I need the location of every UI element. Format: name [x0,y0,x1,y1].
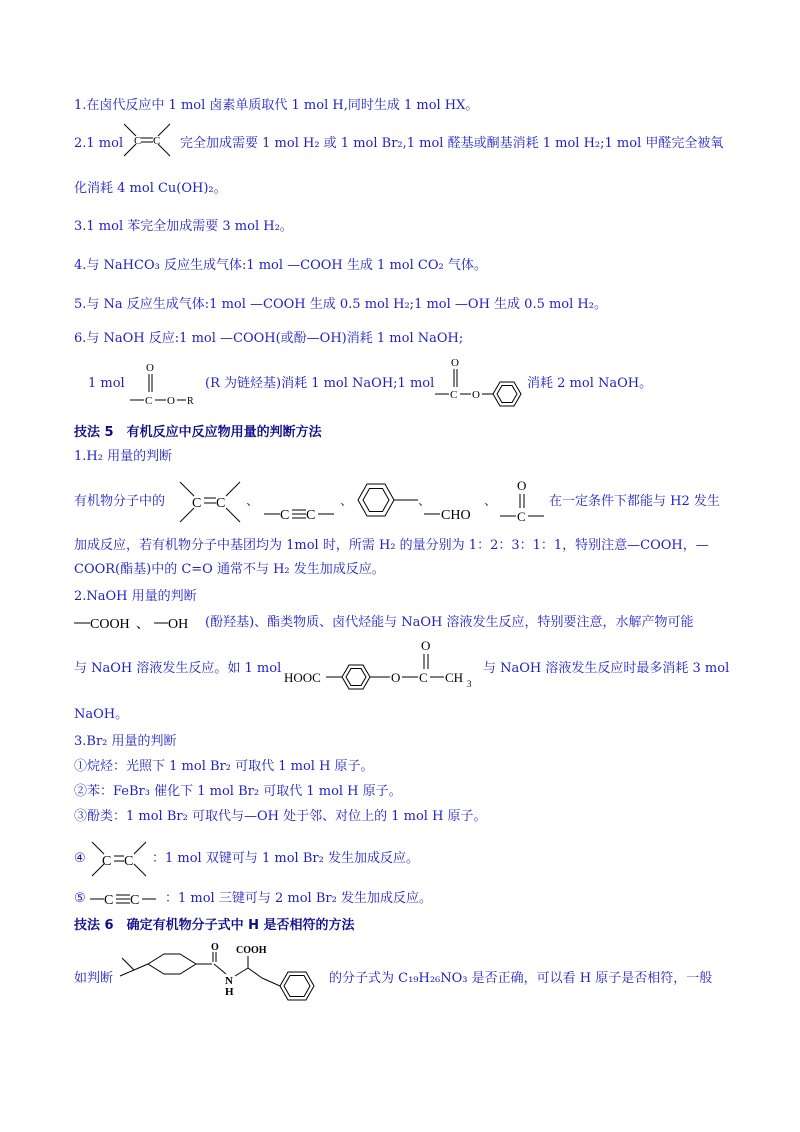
h2-para-line-3: COOR(酯基)中的 C=O 通常不与 H₂ 发生加成反应。 [74,562,385,577]
svg-text:O: O [421,638,431,653]
svg-text:C: C [306,508,316,523]
svg-text:O: O [391,670,401,685]
section-5-sub-3: 3.Br₂ 用量的判断 [74,734,177,749]
svg-text:C: C [280,508,290,523]
section-5-sub-2: 2.NaOH 用量的判断 [74,589,197,604]
separator: 、 [340,494,354,509]
aldehyde-structure [424,500,484,524]
separator: 、 [418,494,432,509]
br2-item-5-marker: ⑤ [74,891,86,906]
br2-item-2: ②苯：FeBr₃ 催化下 1 mol Br₂ 可取代 1 mol H 原子。 [74,784,402,799]
text-line-2-cont: 化消耗 4 mol Cu(OH)₂。 [74,181,227,196]
br2-item-4-marker: ④ [74,851,86,866]
svg-text:C: C [153,135,161,147]
svg-text:C: C [450,389,458,401]
benzene-structure [356,480,422,520]
svg-text:C: C [102,854,112,869]
svg-text:O: O [472,389,480,401]
br2-item-5-text: ：1 mol 三键可与 2 mol Br₂ 发生加成反应。 [165,891,432,906]
svg-text:C: C [145,395,153,407]
svg-text:OH: OH [168,617,189,632]
alkene-structure [122,118,172,162]
br2-item-4-text: ：1 mol 双键可与 1 mol Br₂ 发生加成反应。 [152,851,419,866]
svg-text:C: C [517,509,526,524]
br2-item-1: ①烷烃：光照下 1 mol Br₂ 可取代 1 mol H 原子。 [74,759,374,774]
svg-text:C: C [130,893,140,908]
amide-molecule-structure [112,942,330,1024]
text-line-1: 1.在卤代反应中 1 mol 卤素单质取代 1 mol H,同时生成 1 mol HX。 [74,98,479,113]
svg-text:O: O [146,362,154,374]
triple-bond-structure [264,500,336,524]
ester-structure [130,360,200,410]
text-line-2-prefix: 2.1 mol [74,136,124,151]
section-6-heading: 技法 6 确定有机物分子式中 H 是否相符的方法 [74,918,355,933]
svg-text:R: R [187,396,194,407]
svg-text:COOH: COOH [90,617,130,632]
text-line-3: 3.1 mol 苯完全加成需要 3 mol H₂。 [74,219,293,234]
separator: 、 [246,494,260,509]
svg-text:O: O [211,942,219,953]
svg-text:CH: CH [445,670,464,685]
svg-text:O: O [517,478,527,493]
sec6-para-suffix: 的分子式为 C₁₉H₂₆NO₃ 是否正确，可以看 H 原子是否相符，一般 [329,971,713,986]
double-bond-structure-2 [90,838,150,880]
svg-text:C: C [104,893,114,908]
section-5-sub-1: 1.H₂ 用量的判断 [74,449,173,464]
svg-text:N: N [225,975,233,987]
h2-para-line-2: 加成反应，若有机物分子中基团均为 1mol 时，所需 H₂ 的量分别为 1：2：3：1：1，特别注意—COOH，— [74,538,709,553]
double-bond-structure [178,478,242,526]
sec6-para-prefix: 如判断 [74,971,114,986]
h2-para-suffix: 在一定条件下都能与 H2 发生 [549,494,720,509]
text-line-2-main: 完全加成需要 1 mol H₂ 或 1 mol Br₂,1 mol 醛基或酮基消耗 1 mol H₂;1 mol 甲醛完全被氧 [180,136,724,151]
separator: 、 [484,494,498,509]
svg-text:C: C [216,496,226,511]
svg-text:C: C [192,496,202,511]
h2-para-prefix: 有机物分子中的 [74,494,166,509]
naoh-para-end: NaOH。 [74,707,129,722]
svg-text:C: C [419,670,428,685]
phenyl-ester-structure [435,354,525,410]
svg-text:COOH: COOH [236,945,267,956]
svg-text:3: 3 [467,679,472,689]
svg-text:、: 、 [136,616,150,631]
text-line-5: 5.与 Na 反应生成气体:1 mol —COOH 生成 0.5 mol H₂;1 mol —OH 生成 0.5 mol H₂。 [74,297,607,312]
cooh-oh-groups [72,610,204,636]
hooc-phenyl-acetate-structure [284,638,484,694]
text-line-6: 6.与 NaOH 反应:1 mol —COOH(或酚—OH)消耗 1 mol NaOH; [74,331,464,346]
svg-text:O: O [451,357,459,369]
naoh-para-line-1: (酚羟基)、酯类物质、卤代烃能与 NaOH 溶液发生反应，特别要注意，水解产物可能 [205,615,694,630]
svg-text:C: C [134,135,142,147]
text-line-7-suffix: 消耗 2 mol NaOH。 [527,376,653,391]
text-line-4: 4.与 NaHCO₃ 反应生成气体:1 mol —COOH 生成 1 mol CO₂ 气体。 [74,258,487,273]
svg-text:HOOC: HOOC [284,670,321,685]
carbonyl-structure [500,476,548,524]
section-5-heading: 技法 5 有机反应中反应物用量的判断方法 [74,425,322,440]
br2-item-3: ③酚类：1 mol Br₂ 可取代与—OH 处于邻、对位上的 1 mol H 原子。 [74,809,487,824]
text-line-7-mid: (R 为链烃基)消耗 1 mol NaOH;1 mol [205,376,435,391]
svg-text:O: O [167,395,175,407]
svg-text:C: C [124,854,134,869]
triple-bond-structure-2 [90,886,162,910]
naoh-para-prefix: 与 NaOH 溶液发生反应。如 1 mol [74,661,282,676]
text-line-7-prefix: 1 mol [88,376,125,391]
svg-text:H: H [225,986,234,998]
naoh-para-suffix: 与 NaOH 溶液发生反应时最多消耗 3 mol [483,661,730,676]
svg-text:CHO: CHO [441,508,471,523]
